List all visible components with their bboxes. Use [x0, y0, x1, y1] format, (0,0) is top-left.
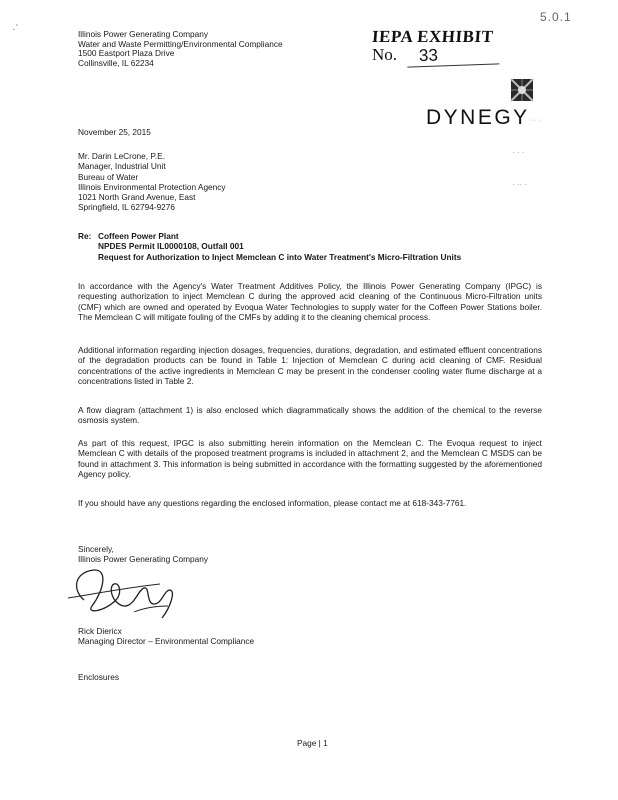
subject-line: NPDES Permit IL0000108, Outfall 001 [98, 241, 244, 252]
letter-date: November 25, 2015 [78, 127, 151, 137]
scan-noise: ·· · [530, 117, 543, 124]
exhibit-no-label: No. [372, 45, 398, 64]
dynegy-logo-text: DYNEGY [426, 106, 530, 129]
corner-mark: 5.0.1 [540, 10, 572, 24]
scan-speck: ·` [12, 24, 19, 35]
body-paragraph: Additional information regarding injection dosages, frequencies, durations, degradation, and estimated effluent concentrations of the degradation products can be found in Table 1: Injection of Memclean C during acid cleaning of CMF. Residual concentrations of the active ingredients in Memclean C may be present in the condenser cooling water flume discharge at a concentrations listed in Table 2. [78, 345, 542, 387]
letterhead-line: Illinois Power Generating Company [78, 29, 209, 39]
signer-name: Rick Diericx [78, 626, 122, 636]
signer-title: Managing Director – Environmental Compliance [78, 636, 255, 647]
page-footer: Page | 1 [297, 738, 328, 748]
enclosures-label: Enclosures [78, 672, 120, 682]
recipient-address [78, 151, 226, 213]
letterhead-line: Collinsville, IL 62234 [78, 57, 154, 68]
recipient-line: Illinois Environmental Protection Agency [78, 181, 226, 192]
handwritten-signature [64, 560, 194, 622]
recipient-line: Bureau of Water [78, 171, 139, 182]
closing-salutation: Sincerely, [78, 544, 114, 554]
signer-block [78, 626, 254, 647]
letterhead-line: Water and Waste Permitting/Environmental Compliance [78, 38, 283, 49]
recipient-line: Springfield, IL 62794-9276 [78, 202, 176, 213]
exhibit-number-line [372, 45, 499, 66]
exhibit-number: 33 [407, 43, 500, 67]
subject-block [78, 231, 461, 262]
body-paragraph: A flow diagram (attachment 1) is also enclosed which diagrammatically shows the addition of the chemical to the reverse osmosis system. [78, 405, 542, 426]
recipient-line: Manager, Industrial Unit [78, 161, 166, 172]
scan-noise: · ·· · [512, 180, 528, 189]
scan-noise: · · · [512, 148, 525, 157]
body-paragraph: In accordance with the Agency's Water Treatment Additives Policy, the Illinois Power Generating Company (IPGC) is requesting authorization to inject Memclean C during the approved acid cleaning of the Continuous Micro-Filtration units (CMF) which are owned and operated by Evoqua Water Technologies to supply water for the Coffeen Power Stations boiler. The Memclean C will mitigate fouling of the CMFs by adding it to the cleaning chemical process. [78, 281, 542, 323]
subject-label: Re: [78, 231, 92, 241]
recipient-line: 1021 North Grand Avenue, East [78, 192, 196, 203]
body-paragraph: If you should have any questions regarding the enclosed information, please contact me at 618-343-7761. [78, 498, 467, 508]
dynegy-logo-icon [510, 78, 534, 102]
letterhead-line: 1500 Eastport Plaza Drive [78, 48, 175, 58]
subject-line: Request for Authorization to Inject Memclean C into Water Treatment's Micro-Filtration Units [98, 251, 462, 262]
subject-line: Coffeen Power Plant [98, 231, 179, 241]
body-paragraph: As part of this request, IPGC is also submitting herein information on the Memclean C. The Evoqua request to inject Memclean C with details of the proposed treatment programs is included in attachment 2, and the Memclean C MSDS can be found in attachment 3. This information is being submitted in accordance with the formatting suggested by the aforementioned Agency policy. [78, 438, 542, 480]
recipient-line: Mr. Darin LeCrone, P.E. [78, 151, 166, 161]
exhibit-stamp [372, 27, 499, 66]
exhibit-title: IEPA EXHIBIT [371, 27, 495, 46]
closing-company: Illinois Power Generating Company [78, 554, 209, 565]
letterhead [78, 30, 283, 68]
